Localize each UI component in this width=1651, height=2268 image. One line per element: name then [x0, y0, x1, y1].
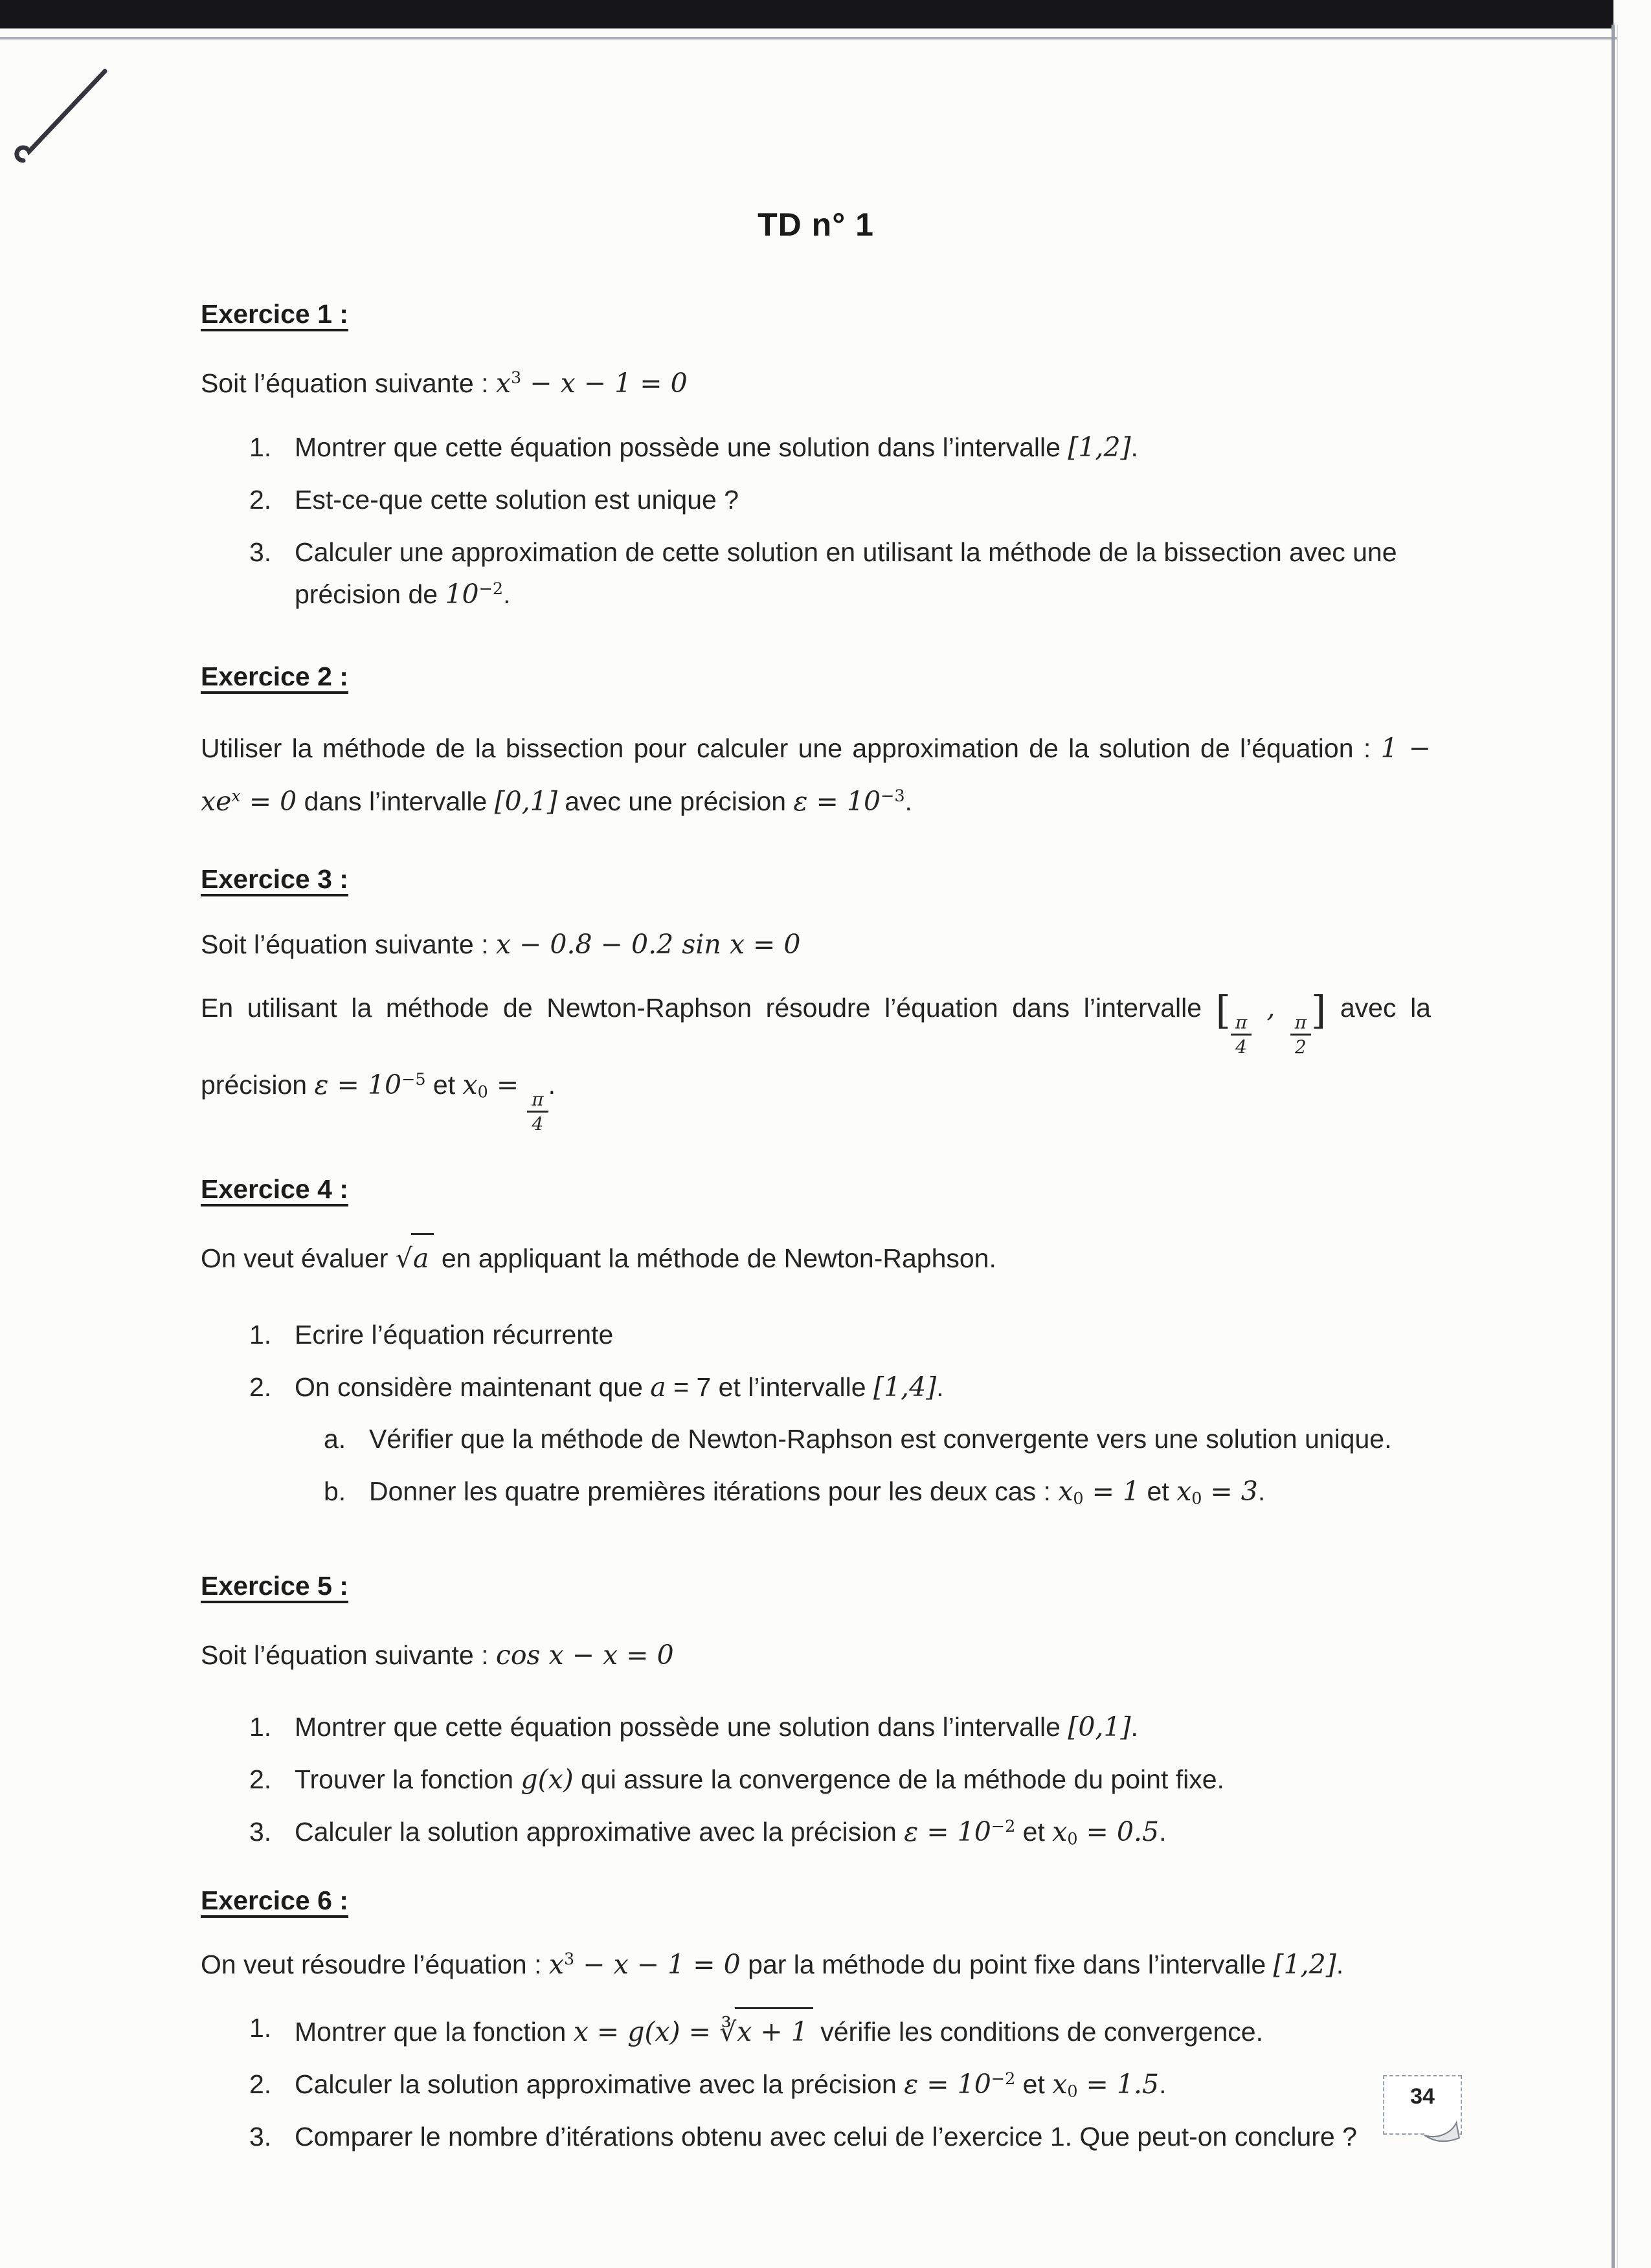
math-run: = 1 — [1083, 1476, 1140, 1507]
exercise-6-paragraph — [201, 1942, 1431, 1988]
math-run: g(x) — [521, 1763, 574, 1795]
list-item — [249, 1759, 1431, 1801]
list-item — [249, 479, 1431, 521]
item-text — [295, 1759, 1431, 1801]
math-run: x = g(x) = — [573, 2016, 720, 2048]
math-run: , — [1252, 992, 1290, 1023]
superscript: −2 — [991, 2069, 1016, 2089]
exercise-4-sublist — [324, 1418, 1431, 1513]
text-run: avec la précision — [201, 992, 1431, 1100]
math-run: 10 — [445, 578, 479, 610]
bracket: [ — [1215, 988, 1231, 1034]
item-text — [295, 1811, 1431, 1853]
superscript: −5 — [401, 1069, 426, 1089]
text-run: Comparer le nombre d’itérations obtenu avec celui de l’exercice 1. Que peut-on conclure ? — [295, 2121, 1357, 2151]
text-run: vérifie les conditions de convergence. — [813, 2017, 1263, 2047]
item-marker: 1. — [249, 2013, 272, 2043]
exercise-2-heading-text: Exercice 2 : — [201, 662, 348, 692]
text-run: . — [548, 1069, 556, 1100]
math-run: = 1.5 — [1077, 2069, 1160, 2100]
text-run: On veut résoudre l’équation : — [201, 1949, 549, 1979]
radical: √ a — [396, 1233, 434, 1280]
text-run: On veut évaluer — [201, 1243, 396, 1274]
text-run: . — [936, 1372, 944, 1402]
list-item — [249, 1811, 1431, 1853]
exercise-4-list — [249, 1314, 1431, 1513]
text-run: = 7 et l’intervalle — [666, 1372, 873, 1402]
text-run: Montrer que la fonction — [295, 2017, 574, 2047]
math-run: [1,4] — [873, 1371, 937, 1403]
text-run: Vérifier que la méthode de Newton-Raphson est convergente vers une solution unique. — [369, 1424, 1392, 1454]
item-marker: 1. — [249, 1319, 272, 1350]
item-text — [295, 1366, 1431, 1408]
math-run: = 3 — [1202, 1476, 1258, 1507]
item-marker: 2. — [249, 485, 272, 515]
fraction: $\frac{\pi}{4}$ — [1231, 1012, 1252, 1057]
text-run: . — [503, 579, 511, 609]
math-run: x — [548, 1948, 565, 1980]
superscript: −3 — [881, 786, 905, 806]
superscript: −2 — [991, 1816, 1016, 1836]
subscript: 0 — [1067, 1829, 1078, 1849]
text-run: Ecrire l’équation récurrente — [295, 1319, 614, 1350]
text-run: Calculer la solution approximative avec la précision — [295, 2069, 904, 2100]
text-run: Soit l’équation suivante : — [201, 929, 496, 960]
text-run: Est-ce-que cette solution est unique ? — [295, 485, 739, 515]
exercise-4-intro — [201, 1233, 1431, 1280]
item-marker: 2. — [249, 2069, 272, 2100]
list-item — [249, 1314, 1431, 1356]
subscript: 0 — [477, 1082, 488, 1102]
exercise-3-heading — [201, 864, 1431, 895]
exercise-5-intro — [201, 1634, 1431, 1676]
list-item — [249, 427, 1431, 469]
list-item — [324, 1471, 1431, 1513]
text-run: En utilisant la méthode de Newton-Raphson résoudre l’équation dans l’intervalle — [201, 992, 1216, 1023]
subscript: 0 — [1191, 1488, 1202, 1508]
math-run: 1 − xe — [201, 733, 1431, 817]
exercise-5-heading-text: Exercice 5 : — [201, 1570, 348, 1601]
text-run: Calculer la solution approximative avec la précision — [295, 1816, 904, 1847]
superscript: 3 — [510, 368, 522, 388]
exercise-1-heading — [201, 299, 1431, 329]
math-run: ε = 10 — [793, 786, 881, 817]
item-text — [295, 479, 1431, 521]
text-run: . — [1159, 2069, 1167, 2100]
item-marker: 1. — [249, 432, 272, 463]
superscript: −2 — [478, 578, 504, 598]
exercise-6-list — [249, 2007, 1431, 2157]
page-curl-icon — [1419, 2107, 1466, 2146]
text-run: Soit l’équation suivante : — [201, 1640, 496, 1670]
list-item — [249, 531, 1431, 616]
radical: ∛ x + 1 — [719, 2007, 813, 2053]
math-run: [1,2] — [1068, 432, 1131, 463]
text-run: On considère maintenant que — [295, 1372, 651, 1402]
scan-right-edge-shadow — [1617, 25, 1618, 2268]
text-run: . — [1257, 1476, 1266, 1507]
item-text — [295, 1706, 1431, 1748]
math-run: x — [1052, 1816, 1068, 1847]
math-run: x − 0.8 − 0.2 sin x = 0 — [495, 929, 801, 961]
exercise-2-heading — [201, 662, 1431, 692]
text-run: dans l’intervalle — [297, 786, 495, 817]
exercise-5-heading — [201, 1571, 1431, 1601]
page-number: 34 — [1410, 2084, 1435, 2109]
document-content — [201, 0, 1431, 2158]
item-text — [369, 1418, 1431, 1460]
math-run: a — [650, 1371, 666, 1403]
item-marker: 3. — [249, 1816, 272, 1847]
text-run: et — [1015, 2069, 1053, 2100]
text-run: . — [1159, 1816, 1167, 1847]
text-run: et — [1015, 1816, 1053, 1847]
text-run: qui assure la convergence de la méthode du point fixe. — [573, 1764, 1224, 1794]
item-text — [295, 2063, 1431, 2106]
exercise-5-list — [249, 1706, 1431, 1852]
text-run: Donner les quatre premières itérations pour les deux cas : — [369, 1476, 1059, 1507]
list-item — [324, 1418, 1431, 1460]
math-run: − x − 1 = 0 — [574, 1948, 741, 1980]
fraction: $\frac{\pi}{4}$ — [527, 1089, 548, 1134]
page-number-box — [1383, 2075, 1462, 2135]
math-run: = 0 — [240, 786, 297, 817]
text-run: et — [425, 1069, 463, 1100]
text-run: Montrer que cette équation possède une solution dans l’intervalle — [295, 432, 1068, 463]
text-run: Montrer que cette équation possède une solution dans l’intervalle — [295, 1712, 1068, 1742]
math-run: ε = 10 — [314, 1069, 402, 1100]
exercise-1-heading-text: Exercice 1 : — [201, 299, 348, 329]
math-run: − x − 1 = 0 — [521, 368, 688, 399]
page-title: TD n° 1 — [758, 206, 874, 243]
math-run: cos x − x = 0 — [495, 1639, 674, 1671]
text-run: en appliquant la méthode de Newton-Raphson. — [434, 1243, 996, 1274]
pen-mark — [12, 60, 115, 170]
exercise-4-heading — [201, 1174, 1431, 1205]
item-marker: 3. — [249, 537, 272, 567]
list-item — [249, 2007, 1431, 2053]
exercise-4-heading-text: Exercice 4 : — [201, 1174, 348, 1205]
item-text — [295, 531, 1431, 616]
math-run: x — [1052, 2069, 1068, 2100]
superscript: x — [231, 786, 241, 806]
math-run: x — [495, 368, 511, 399]
item-marker: b. — [324, 1476, 346, 1507]
exercise-3-heading-text: Exercice 3 : — [201, 864, 348, 895]
math-run: ε = 10 — [904, 1816, 991, 1847]
fraction: $\frac{\pi}{2}$ — [1290, 1012, 1311, 1057]
text-run: . — [1130, 1712, 1138, 1742]
exercise-3-equation-line — [201, 923, 1431, 966]
math-run: x — [1176, 1476, 1192, 1507]
item-text — [295, 1314, 1431, 1356]
text-run: . — [1130, 432, 1138, 463]
exercise-1-list — [249, 427, 1431, 615]
list-item — [249, 2116, 1431, 2158]
text-run: Soit l’équation suivante : — [201, 368, 496, 398]
text-run: Utiliser la méthode de la bissection pour calculer une approximation de la solution de l’équation : — [201, 733, 1381, 764]
exercise-3-paragraph — [201, 983, 1431, 1137]
scan-right-edge-line — [1612, 25, 1615, 2268]
item-marker: 1. — [249, 1712, 272, 1742]
text-run: par la méthode du point fixe dans l’intervalle — [740, 1949, 1274, 1979]
subscript: 0 — [1073, 1488, 1084, 1508]
text-run: Calculer une approximation de cette solution en utilisant la méthode de la bissection avec une précision de — [295, 537, 1397, 609]
item-text — [295, 427, 1431, 469]
subscript: 0 — [1067, 2081, 1078, 2101]
exercise-2-paragraph — [201, 722, 1431, 828]
list-item — [249, 1706, 1431, 1748]
item-marker: 2. — [249, 1764, 272, 1794]
text-run: . — [904, 786, 912, 817]
text-run: . — [1336, 1949, 1344, 1979]
item-marker: 3. — [249, 2121, 272, 2151]
superscript: 3 — [564, 1948, 575, 1968]
item-text — [295, 2116, 1431, 2158]
text-run: Trouver la fonction — [295, 1764, 521, 1794]
text-run: et — [1140, 1476, 1177, 1507]
bracket: ] — [1311, 988, 1327, 1034]
list-item — [249, 1366, 1431, 1408]
math-run: [1,2] — [1273, 1948, 1336, 1980]
math-run: ε = 10 — [904, 2069, 991, 2100]
item-marker: a. — [324, 1424, 346, 1454]
math-run: = 0.5 — [1077, 1816, 1160, 1847]
list-item — [249, 2063, 1431, 2106]
exercise-6-heading — [201, 1885, 1431, 1916]
item-marker: 2. — [249, 1372, 272, 1402]
item-text — [369, 1471, 1431, 1513]
math-run: = — [488, 1069, 528, 1100]
text-run: avec une précision — [557, 786, 794, 817]
math-run: x — [462, 1069, 478, 1100]
exercise-6-heading-text: Exercice 6 : — [201, 1885, 348, 1915]
math-run: [0,1] — [1068, 1711, 1131, 1743]
item-text — [295, 2007, 1431, 2053]
math-run: [0,1] — [494, 786, 557, 817]
exercise-1-intro — [201, 362, 1431, 405]
math-run: x — [1058, 1476, 1073, 1507]
